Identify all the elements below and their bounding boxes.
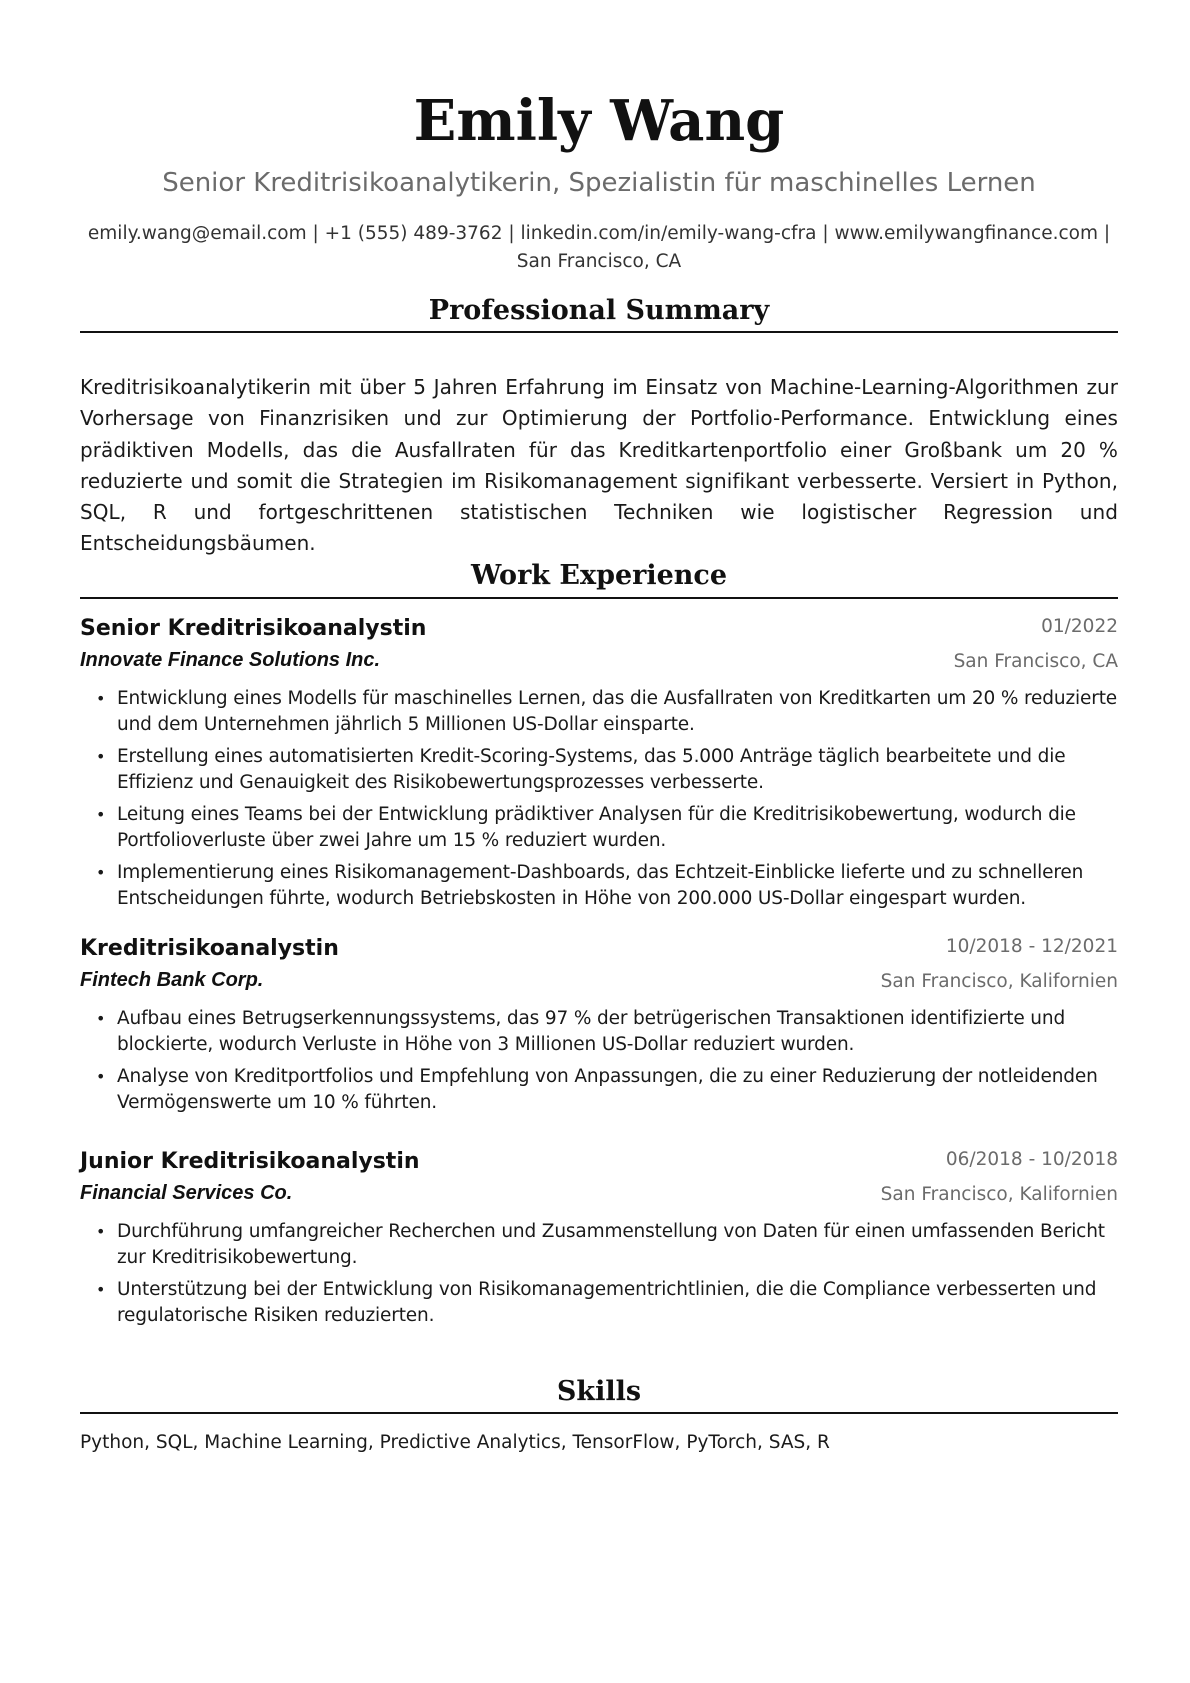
job-company: Fintech Bank Corp. xyxy=(80,969,264,991)
job-bullet: • Implementierung eines Risikomanagement-Dashboards, das Echtzeit-Einblicke lieferte und zu schnelleren Entscheidungen führte, wodurch Betriebskosten in Höhe von 200.000 US-Dollar eingespart wurden. xyxy=(80,860,1118,912)
experience-section-title: Work Experience xyxy=(470,560,728,591)
job-bullet: • Aufbau eines Betrugserkennungssystems, das 97 % der betrügerischen Transaktionen identifizierte und blockierte, wodurch Verluste in Höhe von 3 Millionen US-Dollar reduziert wurden. xyxy=(80,1006,1118,1058)
candidate-name: Emily Wang xyxy=(413,88,785,154)
job-location: San Francisco, Kalifornien xyxy=(880,1184,1118,1205)
job-bullets xyxy=(80,1006,1118,1122)
skills-section-title: Skills xyxy=(556,1376,642,1407)
job-bullet: • Durchführung umfangreicher Recherchen und Zusammenstellung von Daten für einen umfassenden Bericht zur Kreditrisikobewertung. xyxy=(80,1219,1118,1271)
contact-line-1: emily.wang@email.com | +1 (555) 489-3762 | linkedin.com/in/emily-wang-cfra | www.emilywangfinance.com | xyxy=(87,223,1111,244)
job-bullets xyxy=(80,1219,1118,1335)
job-bullet: • Leitung eines Teams bei der Entwicklung prädiktiver Analysen für die Kreditrisikobewertung, wodurch die Portfolioverluste über zwei Jahre um 15 % reduziert wurden. xyxy=(80,802,1118,854)
summary-section-title: Professional Summary xyxy=(428,295,770,326)
experience-divider xyxy=(80,597,1118,599)
summary-divider xyxy=(80,331,1118,333)
job-bullet: • Analyse von Kreditportfolios und Empfehlung von Anpassungen, die zu einer Reduzierung der notleidenden Vermögenswerte um 10 % führten. xyxy=(80,1064,1118,1116)
job-date: 06/2018 - 10/2018 xyxy=(945,1149,1118,1170)
job-bullet: • Unterstützung bei der Entwicklung von Risikomanagementrichtlinien, die die Compliance verbesserten und regulatorische Risiken reduzierten. xyxy=(80,1277,1118,1329)
job-date: 01/2022 xyxy=(1041,616,1118,637)
job-title: Junior Kreditrisikoanalystin xyxy=(80,1149,420,1174)
job-company: Innovate Finance Solutions Inc. xyxy=(80,649,381,671)
job-bullet: • Erstellung eines automatisierten Kredit-Scoring-Systems, das 5.000 Anträge täglich bearbeitete und die Effizienz und Genauigkeit des Risikobewertungsprozesses verbesserte. xyxy=(80,744,1118,796)
job-location: San Francisco, CA xyxy=(953,651,1118,672)
job-company: Financial Services Co. xyxy=(80,1182,293,1204)
summary-text: Kreditrisikoanalytikerin mit über 5 Jahren Erfahrung im Einsatz von Machine-Learning-Algorithmen zur Vorhersage von Finanzrisiken und zur Optimierung der Portfolio-Performance. Entwicklung eines prädiktiven Modells, das die Ausfallraten für das Kreditkartenportfolio einer Großbank um 20 % reduzierte und somit die Strategien im Risikomanagement signifikant verbesserte. Versiert in Python, SQL, R und fortgeschrittenen statistischen Techniken wie logistischer Regression und Entscheidungsbäumen. xyxy=(80,375,1118,556)
skills-text: Python, SQL, Machine Learning, Predictive Analytics, TensorFlow, PyTorch, SAS, R xyxy=(80,1432,830,1453)
skills-divider xyxy=(80,1412,1118,1414)
job-title: Kreditrisikoanalystin xyxy=(80,936,339,961)
job-location: San Francisco, Kalifornien xyxy=(880,971,1118,992)
job-date: 10/2018 - 12/2021 xyxy=(945,936,1118,957)
job-bullet: • Entwicklung eines Modells für maschinelles Lernen, das die Ausfallraten von Kreditkarten um 20 % reduzierte und dem Unternehmen jährlich 5 Millionen US-Dollar einsparte. xyxy=(80,686,1118,738)
candidate-headline: Senior Kreditrisikoanalytikerin, Spezialistin für maschinelles Lernen xyxy=(162,168,1036,198)
job-bullets xyxy=(80,686,1118,918)
contact-line-2: San Francisco, CA xyxy=(516,251,682,272)
contact-info xyxy=(80,220,1118,276)
job-title: Senior Kreditrisikoanalystin xyxy=(80,616,427,641)
